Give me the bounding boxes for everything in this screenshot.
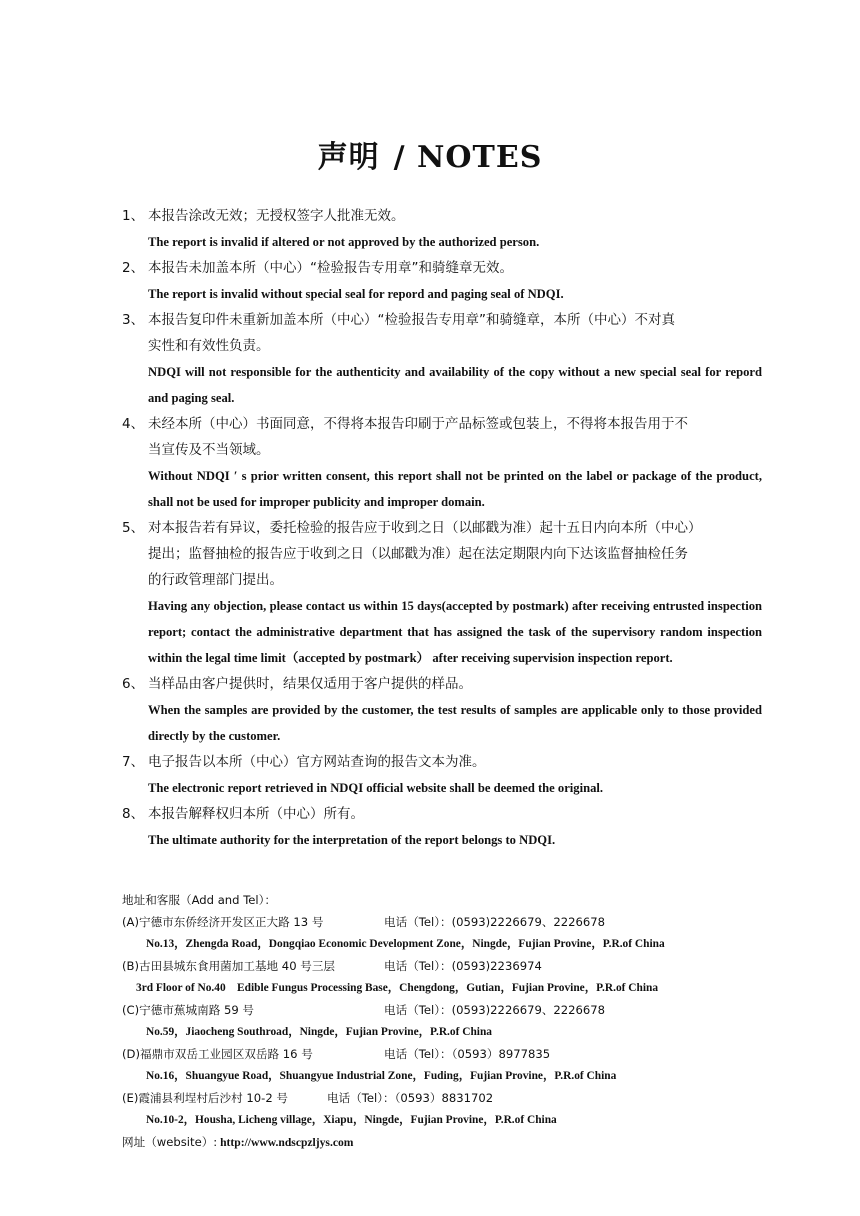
note-en: The report is invalid if altered or not approved by the authorized person. <box>148 235 540 249</box>
note-item <box>122 203 762 255</box>
note-zh-line: 对本报告若有异议，委托检验的报告应于收到之日（以邮戳为准）起十五日内向本所（中心） <box>148 520 702 536</box>
note-number: 1、 <box>122 208 145 224</box>
note-item <box>122 307 762 411</box>
telephone: 电话（Tel）：(0593)2226679、2226678 <box>384 1003 606 1017</box>
website-line <box>122 1131 762 1154</box>
note-en: NDQI will not responsible for the authenticity and availability of the copy without a new special seal for repord and paging seal. <box>148 365 762 405</box>
note-en: Having any objection, please contact us within 15 days(accepted by postmark) after receiving entrusted inspection report; contact the administrative department that has assigned the task of the supervisory random inspection within the legal time limit（accepted by postmark） after receiving supervision inspection report. <box>148 599 762 665</box>
address-heading: 地址和客服（Add and Tel）： <box>122 893 277 907</box>
note-zh-line: 当宣传及不当领域。 <box>148 442 270 458</box>
note-en: The report is invalid without special seal for repord and paging seal of NDQI. <box>148 287 564 301</box>
note-zh-line: 的行政管理部门提出。 <box>148 572 283 588</box>
page-title <box>0 132 860 176</box>
address-line <box>122 911 762 933</box>
note-en: The ultimate authority for the interpretation of the report belongs to NDQI. <box>148 833 556 847</box>
telephone: 电话（Tel）：(0593)2226679、2226678 <box>384 915 606 929</box>
contact-footer <box>122 889 762 1154</box>
address-en: 3rd Floor of No.40 Edible Fungus Processing Base，Chengdong，Gutian，Fujian Provine，P.R.of China <box>136 982 659 994</box>
note-item <box>122 671 762 749</box>
note-number: 5、 <box>122 520 145 536</box>
note-en: When the samples are provided by the customer, the test results of samples are applicable only to those provided directly by the customer. <box>148 703 762 743</box>
note-zh-line: 本报告复印件未重新加盖本所（中心）“检验报告专用章”和骑缝章，本所（中心）不对真 <box>148 312 675 328</box>
address-line <box>122 1087 762 1109</box>
website-url: http://www.ndscpzljys.com <box>220 1136 354 1149</box>
address-zh: (D)福鼎市双岳工业园区双岳路 16 号 <box>122 1047 313 1061</box>
note-zh-line: 当样品由客户提供时，结果仅适用于客户提供的样品。 <box>148 676 472 692</box>
note-zh-line: 本报告解释权归本所（中心）所有。 <box>148 806 364 822</box>
note-number: 2、 <box>122 260 145 276</box>
note-zh-line: 本报告涂改无效；无授权签字人批准无效。 <box>148 208 405 224</box>
address-en: No.59，Jiaocheng Southroad，Ningde，Fujian Provine，P.R.of China <box>146 1026 492 1038</box>
note-item <box>122 749 762 801</box>
note-number: 3、 <box>122 312 145 328</box>
address-line <box>122 955 762 977</box>
telephone: 电话（Tel）：（0593）8831702 <box>327 1091 494 1105</box>
title-en: / NOTES <box>393 140 543 175</box>
address-zh: (E)霞浦县利埕村后沙村 10-2 号 <box>122 1091 288 1105</box>
address-en: No.13，Zhengda Road，Dongqiao Economic Development Zone，Ningde，Fujian Provine，P.R.of China <box>146 938 665 950</box>
note-zh-line: 电子报告以本所（中心）官方网站查询的报告文本为准。 <box>148 754 486 770</box>
note-zh-line: 本报告未加盖本所（中心）“检验报告专用章”和骑缝章无效。 <box>148 260 513 276</box>
note-zh-line: 提出；监督抽检的报告应于收到之日（以邮戳为准）起在法定期限内向下达该监督抽检任务 <box>148 546 688 562</box>
note-item <box>122 801 762 853</box>
address-zh: (B)古田县城东食用菌加工基地 40 号三层 <box>122 959 336 973</box>
note-zh-line: 实性和有效性负责。 <box>148 338 270 354</box>
note-item <box>122 411 762 515</box>
title-zh: 声明 <box>317 140 380 175</box>
address-en: No.10-2，Housha, Licheng village，Xiapu，Ningde，Fujian Provine，P.R.of China <box>146 1114 557 1126</box>
note-number: 8、 <box>122 806 145 822</box>
note-en: The electronic report retrieved in NDQI official website shall be deemed the original. <box>148 781 604 795</box>
address-zh: (A)宁德市东侨经济开发区正大路 13 号 <box>122 915 324 929</box>
note-item <box>122 255 762 307</box>
website-label: 网址（website）: <box>122 1135 218 1149</box>
telephone: 电话（Tel）：（0593）8977835 <box>384 1047 551 1061</box>
telephone: 电话（Tel）：(0593)2236974 <box>384 959 542 973</box>
note-number: 7、 <box>122 754 145 770</box>
address-en: No.16，Shuangyue Road，Shuangyue Industrial Zone，Fuding，Fujian Provine，P.R.of China <box>146 1070 617 1082</box>
note-number: 6、 <box>122 676 145 692</box>
notes-list <box>122 203 762 853</box>
note-en: Without NDQI ′ s prior written consent, this report shall not be printed on the label or package of the product, shall not be used for improper publicity and improper domain. <box>148 469 762 509</box>
note-number: 4、 <box>122 416 145 432</box>
address-line <box>122 1043 762 1065</box>
note-item <box>122 515 762 671</box>
note-zh-line: 未经本所（中心）书面同意，不得将本报告印刷于产品标签或包装上，不得将本报告用于不 <box>148 416 688 432</box>
address-line <box>122 999 762 1021</box>
address-zh: (C)宁德市蕉城南路 59 号 <box>122 1003 255 1017</box>
